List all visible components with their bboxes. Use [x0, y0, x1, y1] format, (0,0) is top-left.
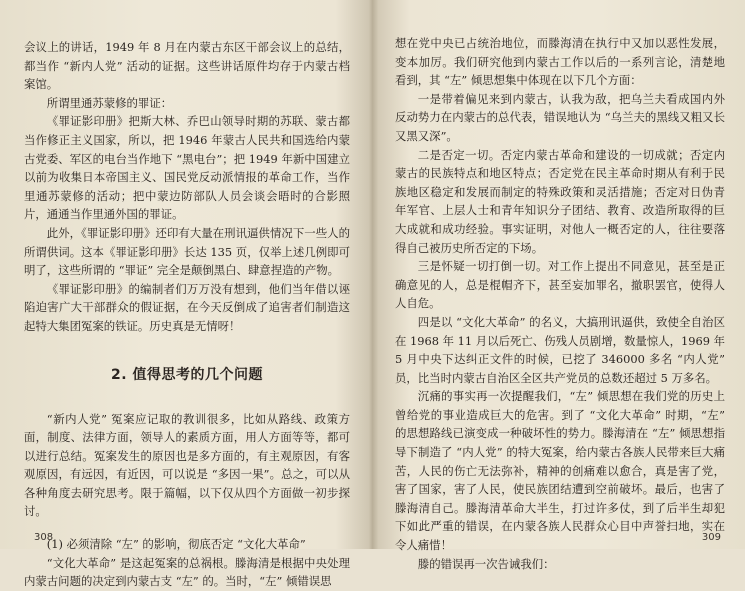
paragraph: 二是否定一切。否定内蒙古革命和建设的一切成就；否定内蒙古的民族特点和地区特点；否定党在民主革命时期从有利于民族地区稳定和发展而制定的特殊政策和灵活措施；否定对日伪青年军官、上层人士和青年知识分子团结、教育、改造所取得的巨大成就和成功经验。事实证明，对他人一概否定的人，往往要落得自己被历史所否定的下场。 — [395, 147, 725, 255]
page-number: 308 — [34, 532, 54, 543]
paragraph: 所谓里通苏蒙修的罪证： — [46, 95, 173, 110]
paragraph: 一是带着偏见来到内蒙古，认我为敌，把乌兰夫看成国内外反动势力在内蒙古的总代表，错误地认为 “乌兰夫的黑线又粗又长又黑又深”。 — [395, 91, 725, 143]
paragraph: 三是怀疑一切打倒一切。对工作上提出不同意见，甚至是正确意见的人，总是棍帽齐下，甚至妄加罪名，撤职罢官，使得人人自危。 — [395, 259, 725, 311]
paragraph: 此外，《罪证影印册》还印有大量在刑讯逼供情况下一些人的所谓供词。这本《罪证影印册》长达 135 页，仅举上述几例即可明了，这些所谓的 “罪证” 完全是颠倒黑白、肆意捏造的产物。 — [24, 225, 350, 278]
left-page — [0, 0, 372, 589]
section-heading: 2. 值得思考的几个问题 — [111, 366, 263, 383]
paragraph: 滕的错误再一次告诫我们： — [417, 556, 555, 571]
paragraph: “文化大革命” 是这起冤案的总祸根。滕海清是根据中央处理内蒙古问题的决定到内蒙古支 “左” 的。当时，“左” 倾错误思 — [24, 555, 350, 589]
paragraph: 《罪证影印册》的编制者们万万没有想到，他们当年借以诬陷迫害广大干部群众的假证据，在今天反倒成了追害者们制造这起特大集团冤案的铁证。历史真是无情呀！ — [24, 281, 350, 333]
page-number: 309 — [701, 532, 721, 543]
paragraph: “新内人党” 冤案应记取的教训很多，比如从路线、政策方面，制度、法律方面，领导人的素质方面，用人方面等等，都可以进行总结。冤案发生的原因也是多方面的，有主观原因，有客观原因，有远因，有近因，可以说是 “多因一果”。总之，可以从各种角度去研究思考。限于篇幅，以下仅从四个方面做一初步探讨。 — [24, 411, 350, 519]
paragraph: 《罪证影印册》把斯大林、乔巴山领导时期的苏联、蒙古都当作修正主义国家，所以，把 1946 年蒙古人民共和国选给内蒙古党委、军区的电台当作地下 “黑电台”；把 1949 年新中国建立以前为收集日本帝国主义、国民党反动派情报的革命工作，当作里通苏蒙修的活动；把中蒙边防部队人员会谈会晤时的合影照片，通通当作里通外国的罪证。 — [24, 114, 350, 222]
paragraph: 沉痛的事实再一次提醒我们，“左” 倾思想在我们党的历史上曾给党的事业造成巨大的危害。到了 “文化大革命” 时期，“左” 的思想路线已演变成一种破坏性的势力。滕海清在 “左” 倾思想指导下制造了 “内人党” 的特大冤案，给内蒙古各族人民带来巨大痛苦，人民的伤亡无法弥补，精神的创痛难以愈合，真是害了党，害了国家，害了人民，使民族团结遭到空前破坏。最后，也害了滕海清自己。滕海清革命大半生，打过许多仗，到了后半生却犯下如此严重的错误，在内蒙各族人民群众心目中声誉扫地，实在令人痛惜！ — [395, 389, 725, 553]
paragraph: 会议上的讲话，1949 年 8 月在内蒙古东区干部会议上的总结，都当作 “新内人党” 活动的证据。这些讲话原件均存于内蒙古档案馆。 — [24, 40, 350, 92]
subheading: (1) 必须清除 “左” 的影响，彻底否定 “文化大革命” — [46, 537, 306, 552]
right-page — [373, 0, 745, 571]
paragraph: 想在党中央已占统治地位，而滕海清在执行中又加以恶性发展，变本加厉。我们研究他到内蒙古工作以后的一系列言论，清楚地看到，其 “左” 倾思想集中体现在以下几个方面： — [395, 36, 725, 88]
paragraph: 四是以 “文化大革命” 的名义，大搞刑讯逼供，致使全自治区在 1968 年 11 月以后死亡、伤残人员剧增，数量惊人，1969 年 5 月中央下达纠正文件的时候，已挖了 346000 多名 “内人党” 员，比当时内蒙古自治区全区共产党员的总数还超过 5 万多名。 — [395, 314, 725, 385]
